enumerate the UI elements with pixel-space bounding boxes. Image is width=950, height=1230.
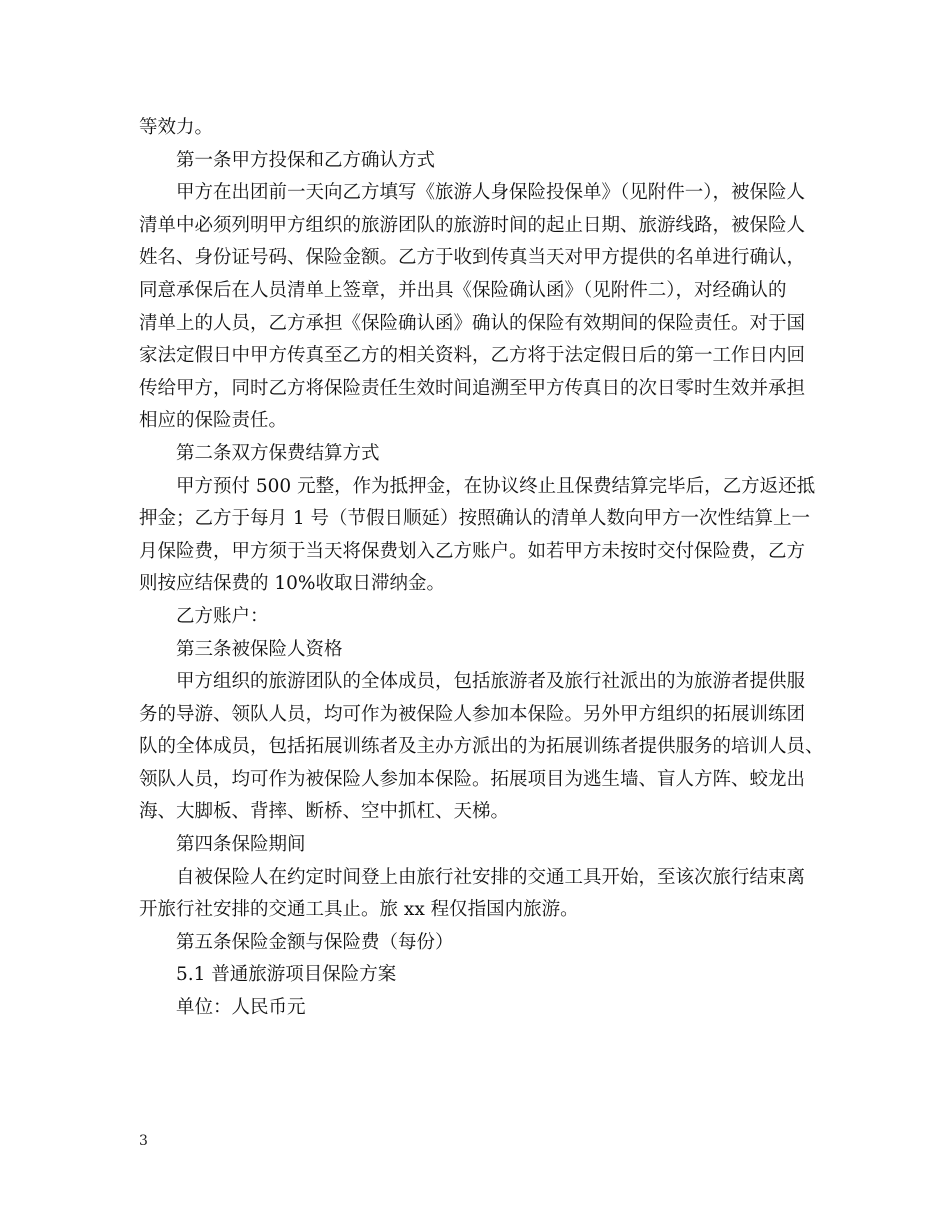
text-line: 姓名、身份证号码、保险金额。乙方于收到传真当天对甲方提供的名单进行确认， [139,247,806,269]
text-line: 甲方预付 500 元整，作为抵押金，在协议终止且保费结算完毕后，乙方返还抵 [176,475,816,497]
text-line: 家法定假日中甲方传真至乙方的相关资料，乙方将于法定假日后的第一工作日内回 [139,345,806,367]
text-line: 月保险费，甲方须于当天将保费划入乙方账户。如若甲方未按时交付保险费，乙方 [139,540,806,562]
document-body [139,112,824,1025]
page-number: 3 [139,1133,148,1149]
text-line: 自被保险人在约定时间登上由旅行社安排的交通工具开始，至该次旅行结束离 [176,866,806,888]
text-line: 同意承保后在人员清单上签章，并出具《保险确认函》（见附件二），对经确认的 [139,279,787,301]
text-line: 第二条双方保费结算方式 [176,442,380,464]
text-line: 单位：人民币元 [176,997,306,1019]
text-line: 海、大脚板、背摔、断桥、空中抓杠、天梯。 [139,801,510,823]
text-line: 第四条保险期间 [176,834,306,856]
text-line: 甲方组织的旅游团队的全体成员，包括旅游者及旅行社派出的为旅游者提供服 [176,671,806,693]
text-line: 乙方账户： [176,605,269,627]
text-line: 第一条甲方投保和乙方确认方式 [176,149,436,171]
text-line: 开旅行社安排的交通工具止。旅 xx 程仅指国内旅游。 [139,899,579,921]
text-line: 则按应结保费的 10%收取日滞纳金。 [139,573,446,595]
text-line: 5.1 普通旅游项目保险方案 [176,964,397,986]
text-line: 第五条保险金额与保险费（每份） [176,931,454,953]
text-line: 领队人员，均可作为被保险人参加本保险。拓展项目为逃生墙、盲人方阵、蛟龙出 [139,768,806,790]
text-line: 清单中必须列明甲方组织的旅游团队的旅游时间的起止日期、旅游线路，被保险人 [139,214,806,236]
text-line: 清单上的人员，乙方承担《保险确认函》确认的保险有效期间的保险责任。对于国 [139,312,806,334]
text-line: 传给甲方，同时乙方将保险责任生效时间追溯至甲方传真日的次日零时生效并承担 [139,377,806,399]
text-line: 押金；乙方于每月 1 号（节假日顺延）按照确认的清单人数向甲方一次性结算上一 [139,508,811,530]
text-line: 第三条被保险人资格 [176,638,343,660]
text-line: 队的全体成员，包括拓展训练者及主办方派出的为拓展训练者提供服务的培训人员、 [139,736,824,758]
text-line: 务的导游、领队人员，均可作为被保险人参加本保险。另外甲方组织的拓展训练团 [139,703,806,725]
text-line: 相应的保险责任。 [139,410,288,432]
text-line: 等效力。 [139,117,214,138]
text-line: 甲方在出团前一天向乙方填写《旅游人身保险投保单》（见附件一），被保险人 [176,182,806,204]
